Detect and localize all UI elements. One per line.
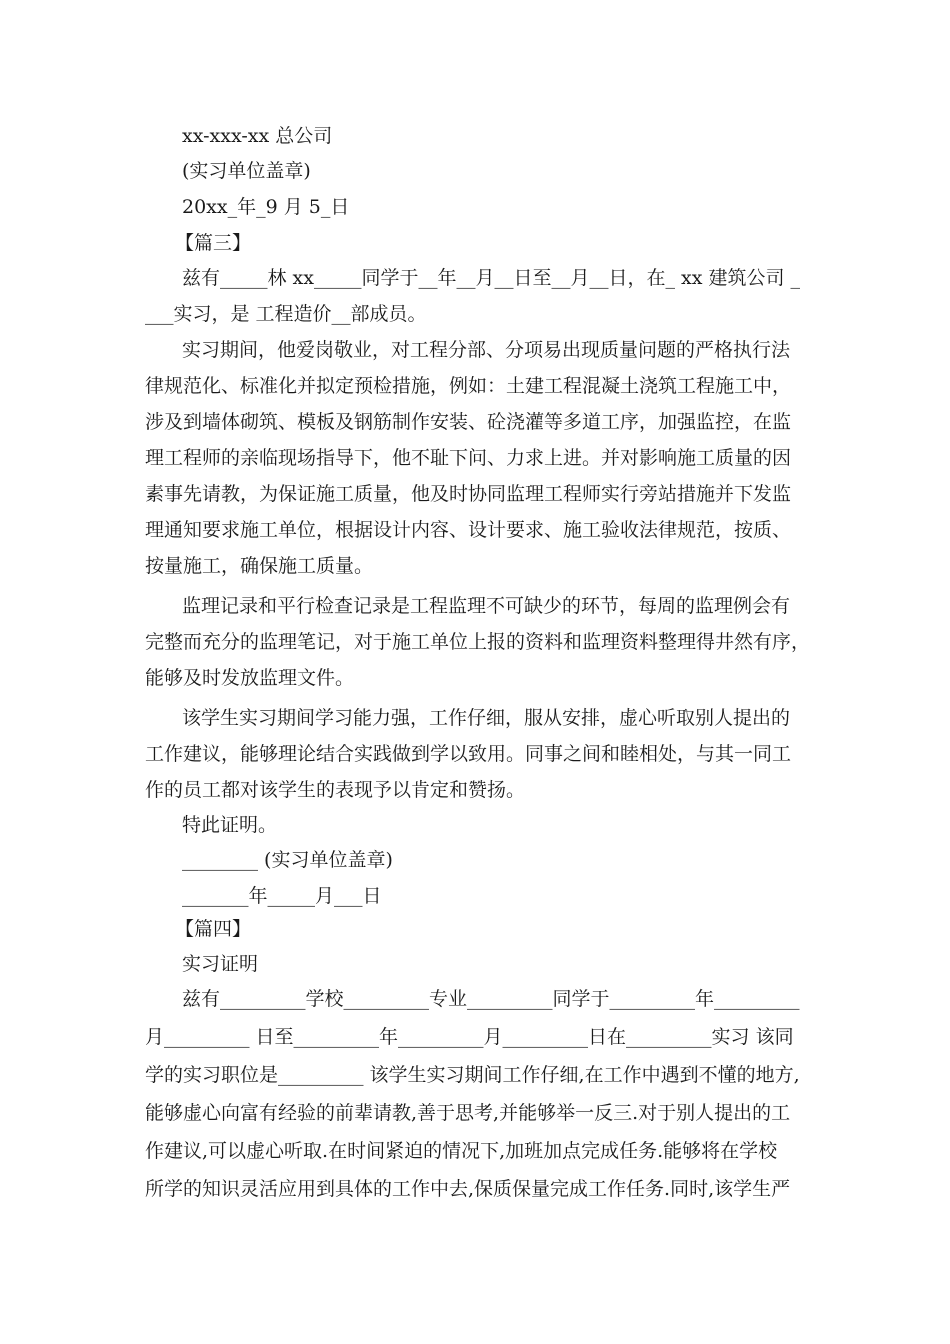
paragraph-line: 理工程师的亲临现场指导下，他不耻下问、力求上进。并对影响施工质量的因 <box>145 447 792 469</box>
paragraph-line: 作的员工都对该学生的表现予以肯定和赞扬。 <box>145 779 526 801</box>
paragraph-line: ___实习，是 工程造价__部成员。 <box>145 303 427 325</box>
paragraph-line: 律规范化、标准化并拟定预检措施，例如：土建工程混凝土浇筑工程施工中， <box>145 375 792 397</box>
paragraph-line: 兹有_____林 xx_____同学于__年__月__日至__月__日，在_ xx 建筑公司 _ <box>182 267 801 289</box>
paragraph-line: 作建议,可以虚心听取.在时间紧迫的情况下,加班加点完成任务.能够将在学校 <box>145 1140 778 1162</box>
paragraph-line: 监理记录和平行检查记录是工程监理不可缺少的环节，每周的监理例会有 <box>182 595 791 617</box>
issue-date: 20xx_年_9 月 5_日 <box>182 196 350 218</box>
stamp-line: ________ (实习单位盖章) <box>182 849 393 871</box>
paragraph-line: 按量施工，确保施工质量。 <box>145 555 374 577</box>
paragraph-line: 所学的知识灵活应用到具体的工作中去,保质保量完成工作任务.同时,该学生严 <box>145 1178 791 1200</box>
paragraph-line: 理通知要求施工单位，根据设计内容、设计要求、施工验收法律规范，按质、 <box>145 519 792 541</box>
company-name: xx-xxx-xx 总公司 <box>182 125 333 147</box>
paragraph-line: 能够及时发放监理文件。 <box>145 667 355 689</box>
paragraph-line: 学的实习职位是_________ 该学生实习期间工作仔细,在工作中遇到不懂的地方, <box>145 1064 800 1086</box>
closing-statement: 特此证明。 <box>182 814 278 836</box>
section-heading: 【篇四】 <box>175 918 252 940</box>
paragraph-line: 实习期间，他爱岗敬业，对工程分部、分项易出现质量问题的严格执行法 <box>182 339 791 361</box>
paragraph-line: 工作建议，能够理论结合实践做到学以致用。同事之间和睦相处，与其一同工 <box>145 743 792 765</box>
paragraph-line: 兹有_________学校_________专业_________同学于_________年_________ <box>182 988 800 1010</box>
section-heading: 【篇三】 <box>175 232 252 254</box>
certificate-title: 实习证明 <box>182 953 259 975</box>
paragraph-line: 该学生实习期间学习能力强，工作仔细，服从安排，虚心听取别人提出的 <box>182 707 791 729</box>
paragraph-line: 涉及到墙体砌筑、模板及钢筋制作安装、砼浇灌等多道工序，加强监控，在监 <box>145 411 792 433</box>
paragraph-line: 月_________ 日至_________年_________月_________日在_________实习 该同 <box>145 1026 794 1048</box>
paragraph-line: 能够虚心向富有经验的前辈请教,善于思考,并能够举一反三.对于别人提出的工 <box>145 1102 791 1124</box>
paragraph-line: 完整而充分的监理笔记，对于施工单位上报的资料和监理资料整理得井然有序， <box>145 631 810 653</box>
paragraph-line: 素事先请教，为保证施工质量，他及时协同监理工程师实行旁站措施并下发监 <box>145 483 792 505</box>
stamp-note: (实习单位盖章) <box>182 160 311 182</box>
date-line: _______年_____月___日 <box>182 885 382 907</box>
